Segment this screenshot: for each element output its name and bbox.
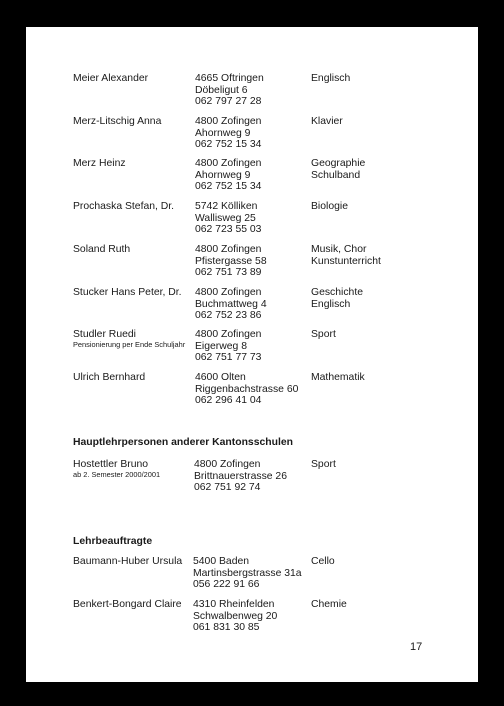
staff-subject — [311, 459, 421, 471]
staff-name-column — [73, 116, 193, 128]
staff-address-line: Ahornweg 9 — [195, 169, 251, 181]
staff-name: Prochaska Stefan, Dr. — [73, 201, 175, 212]
staff-phone: 062 752 23 86 — [195, 310, 262, 322]
staff-address-line: 4800 Zofingen — [195, 287, 262, 298]
staff-phone: 062 751 77 73 — [195, 352, 262, 364]
staff-address — [195, 329, 313, 364]
staff-name: Soland Ruth — [73, 244, 131, 255]
staff-name-column — [73, 329, 193, 349]
staff-address-line: 4800 Zofingen — [194, 459, 261, 470]
staff-name: Ulrich Bernhard — [73, 372, 146, 383]
staff-phone: 061 831 30 85 — [193, 622, 260, 634]
staff-name: Benkert-Bongard Claire — [73, 599, 182, 610]
subject-line: Sport — [311, 329, 336, 340]
staff-phone: 062 752 15 34 — [195, 181, 262, 193]
staff-address-line: Döbeligut 6 — [195, 84, 248, 96]
section-heading-lehrbeauftragte: Lehrbeauftragte — [73, 536, 153, 547]
staff-subject — [311, 287, 421, 310]
staff-address — [195, 73, 313, 108]
staff-address-line: 4800 Zofingen — [195, 244, 262, 255]
staff-name: Stucker Hans Peter, Dr. — [73, 287, 182, 298]
subject-line: Kunstunterricht — [311, 255, 381, 267]
staff-name-column — [73, 459, 193, 479]
staff-phone: 062 797 27 28 — [195, 96, 262, 108]
staff-name-column — [73, 158, 193, 170]
staff-note: Pensionierung per Ende Schuljahr — [73, 339, 186, 349]
staff-name-column — [73, 599, 193, 611]
staff-subject — [311, 556, 421, 568]
staff-address-line: Ahornweg 9 — [195, 127, 251, 139]
subject-line: Schulband — [311, 169, 361, 181]
staff-name-column — [73, 556, 193, 568]
staff-address — [193, 599, 311, 634]
staff-name-column — [73, 73, 193, 85]
section-heading-other-schools: Hauptlehrpersonen anderer Kantonsschulen — [73, 437, 293, 448]
staff-name-column — [73, 287, 193, 299]
staff-address-line: 5400 Baden — [193, 556, 250, 567]
staff-phone: 062 751 73 89 — [195, 267, 262, 279]
staff-phone: 062 751 92 74 — [194, 482, 261, 494]
staff-name-column — [73, 372, 193, 384]
staff-address — [195, 287, 313, 322]
staff-phone: 062 752 15 34 — [195, 139, 262, 151]
staff-address-line: 4310 Rheinfelden — [193, 599, 275, 610]
staff-address — [195, 116, 313, 151]
subject-line: Mathematik — [311, 372, 365, 383]
staff-phone: 062 723 55 03 — [195, 224, 262, 236]
subject-line: Musik, Chor — [311, 244, 367, 255]
staff-address-line: Pfistergasse 58 — [195, 255, 267, 267]
page-number: 17 — [410, 641, 423, 653]
document-page — [26, 27, 478, 682]
staff-address-line: Schwalbenweg 20 — [193, 610, 278, 622]
subject-line: Biologie — [311, 201, 348, 212]
staff-address — [195, 201, 313, 236]
staff-address-line: Wallisweg 25 — [195, 212, 256, 224]
staff-name: Meier Alexander — [73, 73, 149, 84]
staff-subject — [311, 201, 421, 213]
staff-address-line: Buchmattweg 4 — [195, 298, 267, 310]
staff-note: ab 2. Semester 2000/2001 — [73, 469, 161, 479]
staff-subject — [311, 329, 421, 341]
staff-address-line: Riggenbachstrasse 60 — [195, 383, 299, 395]
staff-address — [195, 158, 313, 193]
staff-subject — [311, 116, 421, 128]
staff-phone: 062 296 41 04 — [195, 395, 262, 407]
staff-address — [193, 556, 311, 591]
staff-subject — [311, 244, 421, 267]
staff-subject — [311, 599, 421, 611]
staff-subject — [311, 372, 421, 384]
staff-address-line: 4800 Zofingen — [195, 329, 262, 340]
staff-address-line: 4800 Zofingen — [195, 116, 262, 127]
staff-address-line: Eigerweg 8 — [195, 340, 247, 352]
subject-line: Englisch — [311, 73, 351, 84]
staff-address — [195, 244, 313, 279]
subject-line: Englisch — [311, 298, 351, 310]
staff-address-line: Martinsbergstrasse 31a — [193, 567, 302, 579]
staff-phone: 056 222 91 66 — [193, 579, 260, 591]
staff-name: Baumann-Huber Ursula — [73, 556, 183, 567]
subject-line: Geographie — [311, 158, 366, 169]
subject-line: Cello — [311, 556, 335, 567]
staff-name: Merz-Litschig Anna — [73, 116, 162, 127]
staff-address — [195, 372, 313, 407]
staff-name-column — [73, 201, 193, 213]
staff-name: Merz Heinz — [73, 158, 126, 169]
subject-line: Klavier — [311, 116, 343, 127]
staff-address-line: 5742 Kölliken — [195, 201, 258, 212]
subject-line: Geschichte — [311, 287, 363, 298]
staff-subject — [311, 73, 421, 85]
staff-address — [194, 459, 312, 494]
staff-name: Studler Ruedi — [73, 329, 136, 340]
subject-line: Chemie — [311, 599, 347, 610]
staff-address-line: 4665 Oftringen — [195, 73, 264, 84]
staff-address-line: 4600 Olten — [195, 372, 246, 383]
staff-address-line: Brittnauerstrasse 26 — [194, 470, 287, 482]
staff-subject — [311, 158, 421, 181]
subject-line: Sport — [311, 459, 336, 470]
staff-name: Hostettler Bruno — [73, 459, 149, 470]
staff-address-line: 4800 Zofingen — [195, 158, 262, 169]
staff-name-column — [73, 244, 193, 256]
